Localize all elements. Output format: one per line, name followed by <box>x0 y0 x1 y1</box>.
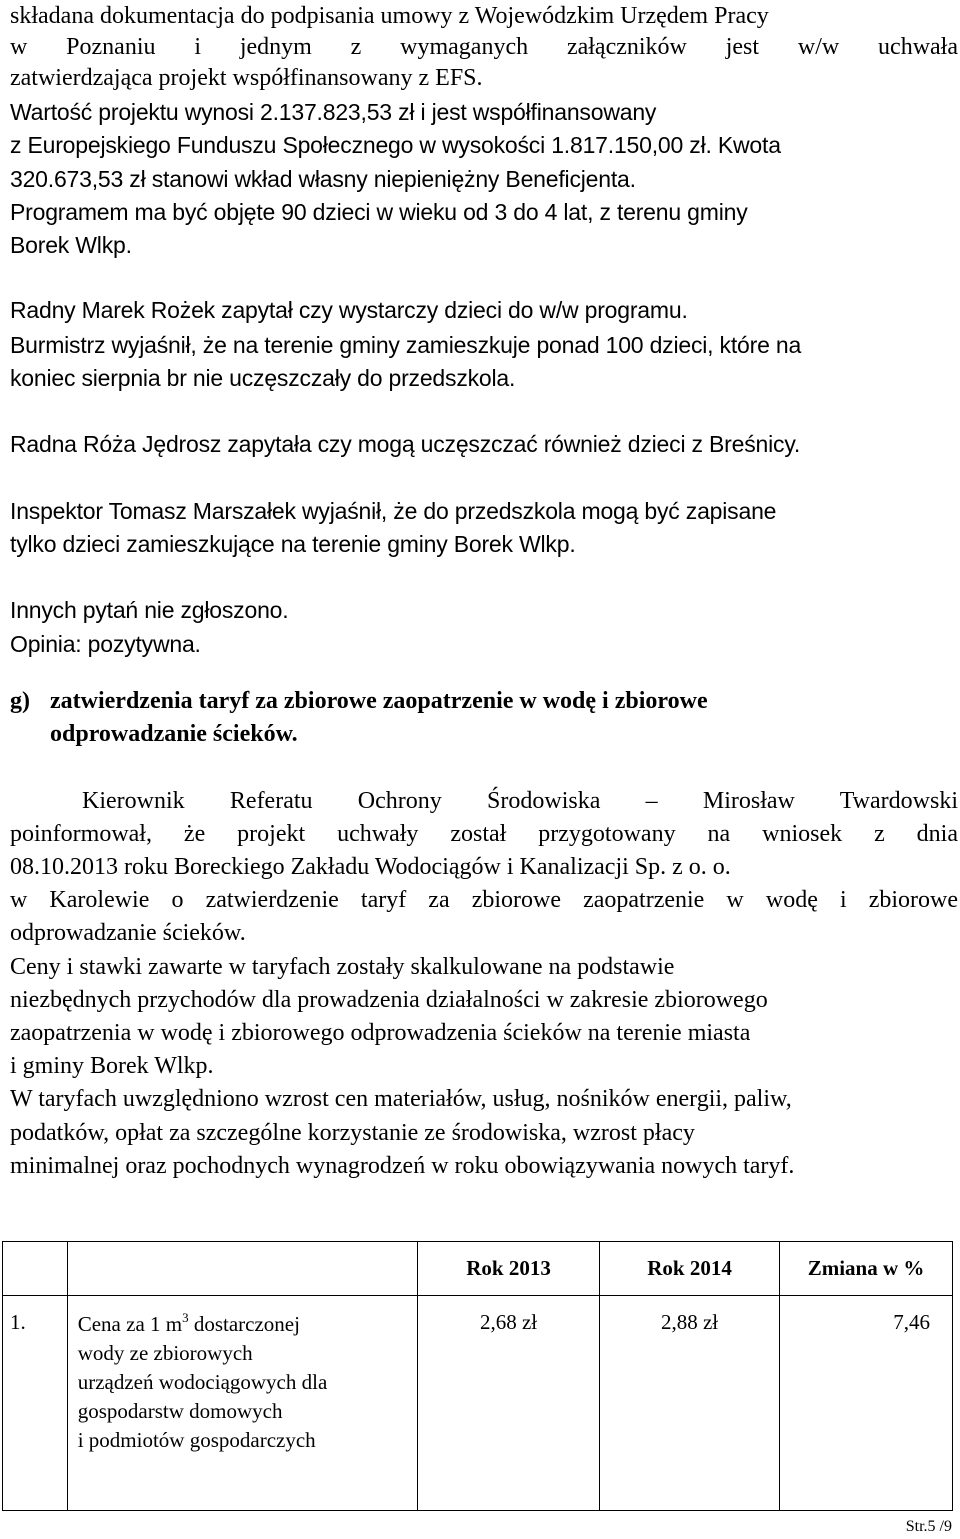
text-line: Borek Wlkp. <box>10 232 132 258</box>
table-row <box>3 1296 953 1511</box>
value-2013: 2,68 zł <box>418 1296 600 1511</box>
text-line: niezbędnych przychodów dla prowadzenia działalności w zakresie zbiorowego <box>10 987 768 1013</box>
text-line: zatwierdzająca projekt współfinansowany z EFS. <box>10 65 483 91</box>
header-cell-rok-2014: Rok 2014 <box>600 1242 780 1296</box>
text-line: Radna Róża Jędrosz zapytała czy mogą uczęszczać również dzieci z Breśnicy. <box>10 431 801 457</box>
text-line: Ceny i stawki zawarte w taryfach zostały skalkulowane na podstawie <box>10 954 675 980</box>
text-line: Radny Marek Rożek zapytał czy wystarczy dzieci do w/w programu. <box>10 297 688 323</box>
text-line: z Europejskiego Funduszu Społecznego w wysokości 1.817.150,00 zł. Kwota <box>10 132 781 158</box>
section-heading: zatwierdzenia taryf za zbiorowe zaopatrzenie w wodę i zbiorowe <box>50 688 708 714</box>
text-line: odprowadzanie ścieków. <box>10 920 246 946</box>
text-line: Inspektor Tomasz Marszałek wyjaśnił, że do przedszkola mogą być zapisane <box>10 498 777 524</box>
text-line: składana dokumentacja do podpisania umowy z Wojewódzkim Urzędem Pracy <box>10 3 769 29</box>
text-line: Wartość projektu wynosi 2.137.823,53 zł i jest współfinansowany <box>10 99 657 125</box>
section-heading: odprowadzanie ścieków. <box>50 721 298 747</box>
text-line: minimalnej oraz pochodnych wynagrodzeń w roku obowiązywania nowych taryf. <box>10 1153 795 1179</box>
text-line-justified: w Poznaniu i jednym z wymaganych załączników jest w/w uchwała <box>10 34 958 60</box>
section-letter: g) <box>10 688 30 714</box>
text-line: W taryfach uwzględniono wzrost cen materiałów, usług, nośników energii, paliw, <box>10 1086 792 1112</box>
text-line: 08.10.2013 roku Boreckiego Zakładu Wodociągów i Kanalizacji Sp. z o. o. <box>10 854 731 880</box>
value-2014: 2,88 zł <box>600 1296 780 1511</box>
text-line: Burmistrz wyjaśnił, że na terenie gminy zamieszkuje ponad 100 dzieci, które na <box>10 332 802 358</box>
description-line: Cena za 1 $m^3$ dostarczonej <box>77 1310 300 1336</box>
tariff-table <box>2 1241 953 1511</box>
text-line: Programem ma być objęte 90 dzieci w wieku od 3 do 4 lat, z terenu gminy <box>10 199 748 225</box>
page-number: Str.5 /9 <box>905 1518 952 1535</box>
text-line: zaopatrzenia w wodę i zbiorowego odprowadzenia ścieków na terenie miasta <box>10 1020 751 1046</box>
text-line: podatków, opłat za szczególne korzystanie ze środowiska, wzrost płacy <box>10 1120 695 1146</box>
text-line: 320.673,53 zł stanowi wkład własny niepieniężny Beneficjenta. <box>10 166 636 192</box>
header-cell-empty <box>3 1242 68 1296</box>
text-line-justified: poinformował, że projekt uchwały został przygotowany na wniosek z dnia <box>10 821 958 847</box>
text-line: Innych pytań nie zgłoszono. <box>10 597 289 623</box>
text-line: tylko dzieci zamieszkujące na terenie gminy Borek Wlkp. <box>10 531 576 557</box>
header-cell-rok-2013: Rok 2013 <box>418 1242 600 1296</box>
description-line: wody ze zbiorowych <box>77 1341 253 1365</box>
header-cell-empty <box>67 1242 417 1296</box>
description-line: gospodarstw domowych <box>77 1399 283 1423</box>
row-number: 1. <box>3 1296 68 1511</box>
text-line: i gminy Borek Wlkp. <box>10 1053 214 1079</box>
text-line: Opinia: pozytywna. <box>10 631 201 657</box>
row-description <box>67 1296 417 1511</box>
text-line: koniec sierpnia br nie uczęszczały do przedszkola. <box>10 365 516 391</box>
description-line: i podmiotów gospodarczych <box>77 1428 316 1452</box>
text-line-justified: w Karolewie o zatwierdzenie taryf za zbiorowe zaopatrzenie w wodę i zbiorowe <box>10 887 958 913</box>
table-header-row <box>3 1242 953 1296</box>
text-line-justified: Kierownik Referatu Ochrony Środowiska – Mirosław Twardowski <box>82 788 958 814</box>
value-change-percent: 7,46 <box>780 1296 953 1511</box>
description-line: urządzeń wodociągowych dla <box>77 1370 328 1394</box>
header-cell-zmiana: Zmiana w % <box>780 1242 953 1296</box>
